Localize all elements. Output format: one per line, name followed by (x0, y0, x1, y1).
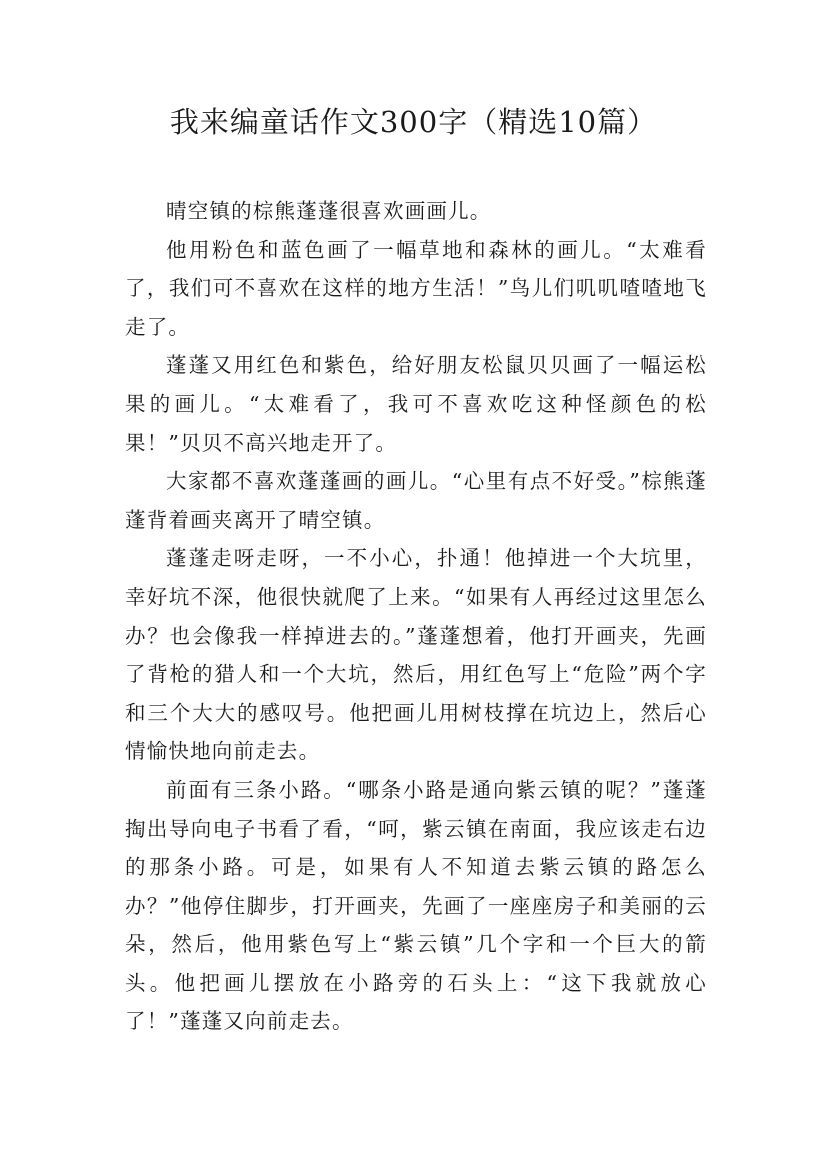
paragraph-1: 晴空镇的棕熊蓬蓬很喜欢画画儿。 (166, 199, 492, 223)
document-body (125, 192, 707, 1041)
paragraph-6: 前面有三条小路。“哪条小路是通向紫云镇的呢？”蓬蓬掏出导向电子书看了看，“呵，紫云镇在南面，我应该走右边的那条小路。可是，如果有人不知道去紫云镇的路怎么办？”他停住脚步，打开画夹，先画了一座座房子和美丽的云朵，然后，他用紫色写上“紫云镇”几个字和一个巨大的箭头。他把画儿摆放在小路旁的石头上：“这下我就放心了！”蓬蓬又向前走去。 (125, 777, 707, 1034)
paragraph-4: 大家都不喜欢蓬蓬画的画儿。“心里有点不好受。”棕熊蓬蓬背着画夹离开了晴空镇。 (125, 469, 707, 532)
paragraph-5: 蓬蓬走呀走呀，一不小心，扑通！他掉进一个大坑里，幸好坑不深，他很快就爬了上来。“如果有人再经过这里怎么办？也会像我一样掉进去的。”蓬蓬想着，他打开画夹，先画了背枪的猎人和一个大坑，然后，用红色写上“危险”两个字和三个大大的感叹号。他把画儿用树枝撑在坑边上，然后心情愉快地向前走去。 (125, 546, 707, 764)
paragraph-2: 他用粉色和蓝色画了一幅草地和森林的画儿。“太难看了，我们可不喜欢在这样的地方生活！”鸟儿们叽叽喳喳地飞走了。 (125, 237, 707, 339)
paragraph-3: 蓬蓬又用红色和紫色，给好朋友松鼠贝贝画了一幅运松果的画儿。“太难看了，我可不喜欢吃这种怪颜色的松果！”贝贝不高兴地走开了。 (125, 353, 707, 455)
document-title: 我来编童话作文300字（精选10篇） (169, 105, 658, 139)
